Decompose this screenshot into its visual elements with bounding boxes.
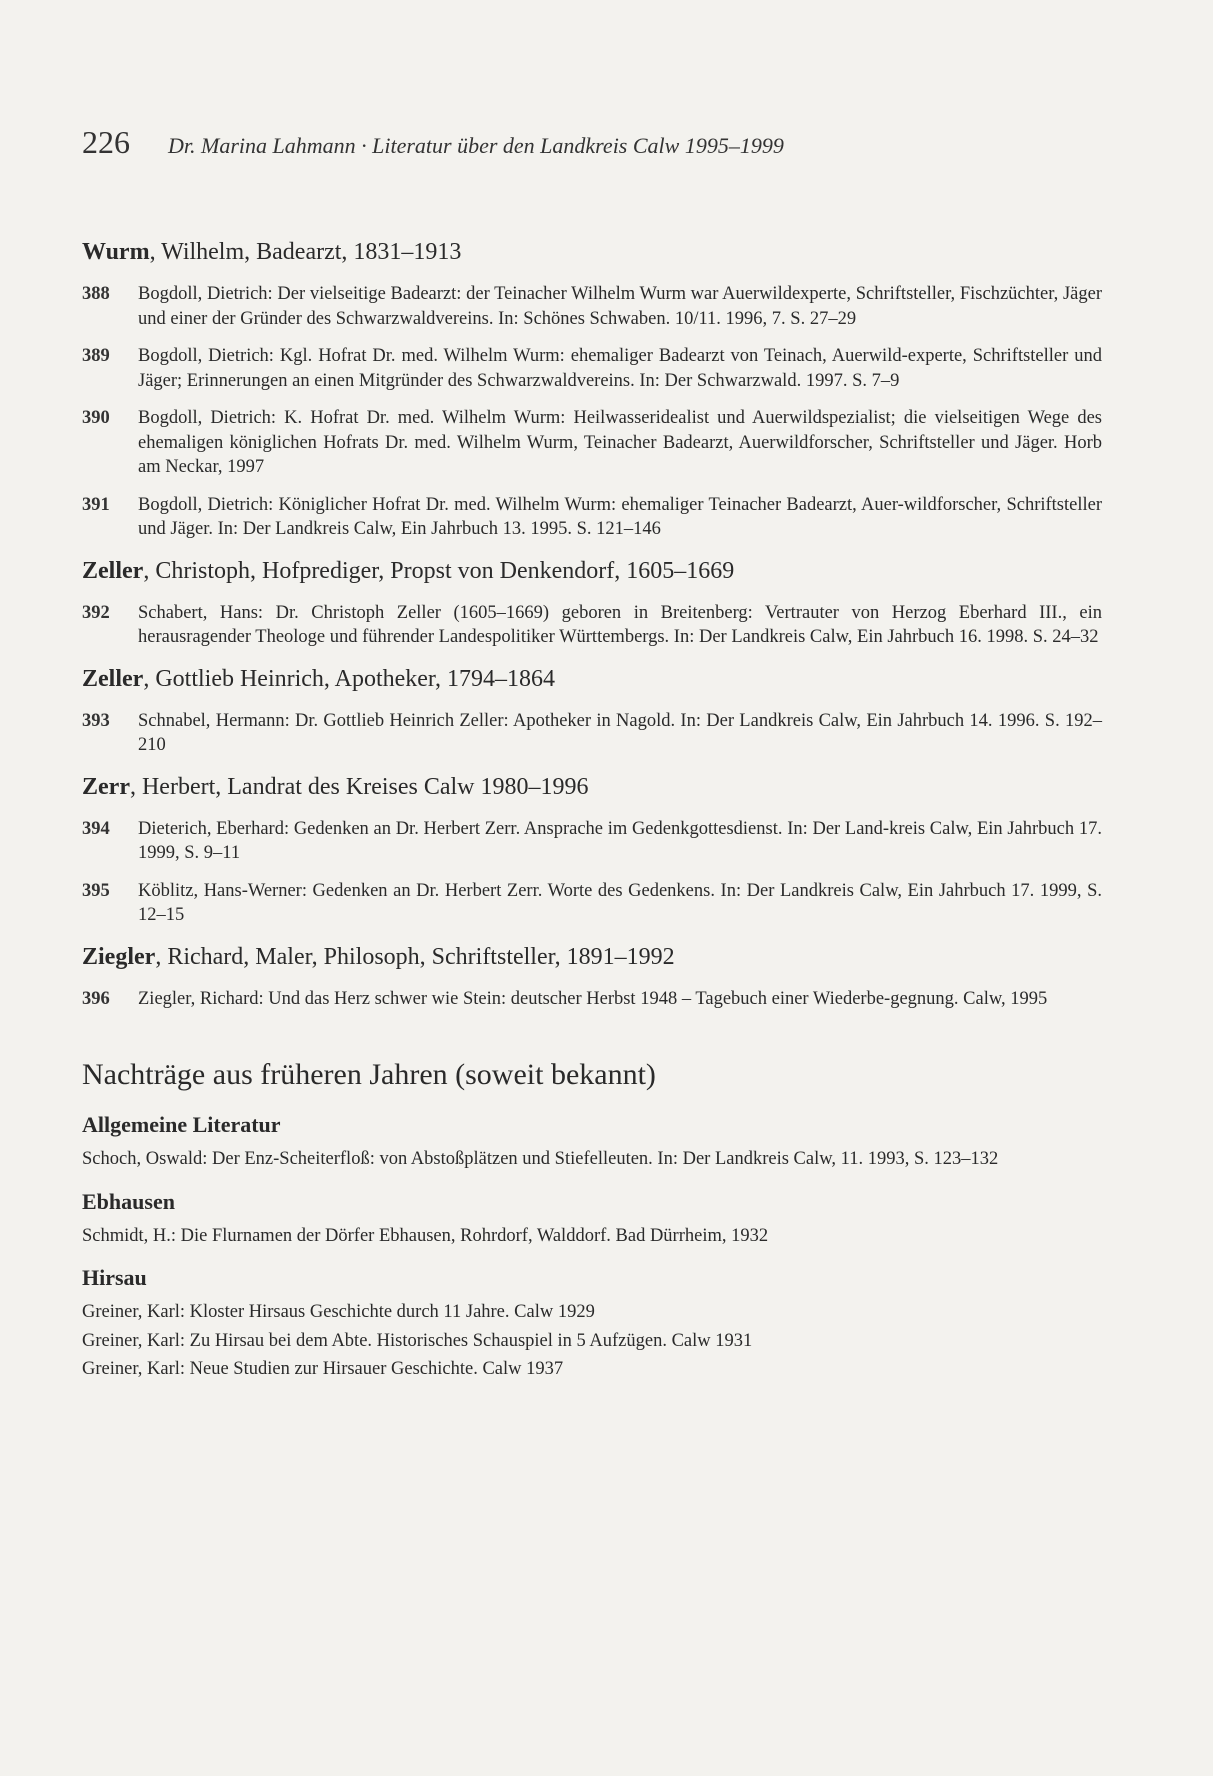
entry-number: 396 bbox=[82, 988, 110, 1009]
entry-text: Bogdoll, Dietrich: Der vielseitige Badearzt: der Teinacher Wilhelm Wurm war Auerwildexperte, Schriftsteller, Fischzüchter, Jäger und einer der Gründer des Schwarzwaldvereins. In: Schönes Schwaben. 10/11. 1996, 7. S. 27–29 bbox=[138, 284, 1102, 329]
entry-text: Köblitz, Hans-Werner: Gedenken an Dr. Herbert Zerr. Worte des Gedenkens. In: Der Landkreis Calw, Ein Jahrbuch 17. 1999, S. 12–15 bbox=[138, 880, 1102, 925]
entry-number: 390 bbox=[82, 408, 110, 428]
entry-text: Schabert, Hans: Dr. Christoph Zeller (1605–1669) geboren in Breitenberg: Vertrauter von Herzog Eberhard III., ein herausragender Theologe und führender Landespolitiker Württembergs. In: Der Landkreis Calw, Ein Jahrbuch 16. 1998. S. 24–32 bbox=[138, 602, 1102, 647]
person-heading bbox=[82, 555, 1102, 587]
nachtrag-subsection bbox=[82, 1111, 1102, 1172]
bibliography-entry bbox=[82, 282, 1102, 331]
entry-text: Dieterich, Eberhard: Gedenken an Dr. Herbert Zerr. Ansprache im Gedenkgottesdienst. In: Der Land-kreis Calw, Ein Jahrbuch 17. 1999, S. 9–11 bbox=[138, 818, 1102, 863]
nachtraege-section bbox=[82, 1057, 1102, 1382]
subsection-heading: Allgemeine Literatur bbox=[82, 1112, 281, 1137]
person-surname: Zerr bbox=[82, 773, 130, 800]
person-heading bbox=[82, 236, 1102, 268]
nachtrag-subsection bbox=[82, 1188, 1102, 1249]
entry-number: 392 bbox=[82, 602, 110, 623]
page-number: 226 bbox=[82, 124, 130, 160]
entry-text: Bogdoll, Dietrich: Königlicher Hofrat Dr. med. Wilhelm Wurm: ehemaliger Teinacher Badearzt, Auer-wildforscher, Schriftsteller und Jäger. In: Der Landkreis Calw, Ein Jahrbuch 13. 1995. S. 121–146 bbox=[138, 494, 1102, 539]
person-group bbox=[82, 555, 1102, 650]
person-details: , Herbert, Landrat des Kreises Calw 1980–1996 bbox=[129, 773, 589, 800]
person-surname: Ziegler bbox=[82, 943, 156, 970]
person-details: , Gottlieb Heinrich, Apotheker, 1794–1864 bbox=[143, 665, 555, 692]
person-details: , Richard, Maler, Philosoph, Schriftsteller, 1891–1992 bbox=[155, 943, 675, 970]
person-details: , Christoph, Hofprediger, Propst von Denkendorf, 1605–1669 bbox=[143, 557, 735, 584]
entry-number: 395 bbox=[82, 880, 110, 901]
entry-text: Bogdoll, Dietrich: K. Hofrat Dr. med. Wilhelm Wurm: Heilwasseridealist und Auerwildspezialist; die vielseitigen Wege des ehemaligen königlichen Hofrats Dr. med. Wilhelm Wurm, Teinacher Badearzt, Auerwildforscher, Schriftsteller und Jäger. Horb am Neckar, 1997 bbox=[138, 408, 1102, 477]
bibliography-entry bbox=[82, 344, 1102, 393]
person-group bbox=[82, 663, 1102, 758]
page-content bbox=[82, 236, 1102, 1386]
bibliography-entry bbox=[82, 406, 1102, 480]
bibliography-entry bbox=[82, 817, 1102, 866]
subsection-heading: Hirsau bbox=[82, 1265, 147, 1290]
nachtrag-entry: Greiner, Karl: Zu Hirsau bei dem Abte. Historisches Schauspiel in 5 Aufzügen. Calw 1931 bbox=[82, 1330, 753, 1351]
entry-text: Ziegler, Richard: Und das Herz schwer wie Stein: deutscher Herbst 1948 – Tagebuch einer Wiederbe-gegnung. Calw, 1995 bbox=[138, 988, 1048, 1009]
entry-number: 394 bbox=[82, 818, 110, 839]
person-surname: Zeller bbox=[82, 665, 144, 692]
nachtrag-entry: Greiner, Karl: Kloster Hirsaus Geschichte durch 11 Jahre. Calw 1929 bbox=[82, 1302, 595, 1322]
nachtrag-entry: Schmidt, H.: Die Flurnamen der Dörfer Ebhausen, Rohrdorf, Walddorf. Bad Dürrheim, 1932 bbox=[82, 1225, 769, 1246]
person-heading bbox=[82, 941, 1102, 973]
nachtrag-entry: Schoch, Oswald: Der Enz-Scheiterfloß: von Abstoßplätzen und Stiefelleuten. In: Der Landkreis Calw, 11. 1993, S. 123–132 bbox=[82, 1149, 999, 1169]
entry-number: 388 bbox=[82, 284, 110, 304]
bibliography-entry bbox=[82, 879, 1102, 928]
person-heading bbox=[82, 663, 1102, 695]
person-details: , Wilhelm, Badearzt, 1831–1913 bbox=[149, 239, 462, 265]
nachtraege-title: Nachträge aus früheren Jahren (soweit bekannt) bbox=[82, 1058, 656, 1091]
bibliography-entry bbox=[82, 493, 1102, 542]
person-heading bbox=[82, 771, 1102, 803]
bibliography-groups bbox=[82, 236, 1102, 1011]
nachtrag-subsection bbox=[82, 1264, 1102, 1382]
person-group bbox=[82, 771, 1102, 928]
entry-number: 389 bbox=[82, 346, 110, 366]
person-surname: Zeller bbox=[82, 557, 144, 584]
nachtrag-entry: Greiner, Karl: Neue Studien zur Hirsauer Geschichte. Calw 1937 bbox=[82, 1359, 564, 1379]
entry-number: 391 bbox=[82, 494, 110, 515]
bibliography-entry bbox=[82, 709, 1102, 758]
entry-text: Bogdoll, Dietrich: Kgl. Hofrat Dr. med. Wilhelm Wurm: ehemaliger Badearzt von Teinach, Auerwild-experte, Schriftsteller und Jäger; Erinnerungen an einen Mitgründer des Schwarzwaldvereins. In: Der Schwarzwald. 1997. S. 7–9 bbox=[138, 346, 1102, 391]
nachtraege-subsections bbox=[82, 1111, 1102, 1382]
subsection-heading: Ebhausen bbox=[82, 1188, 175, 1214]
person-group bbox=[82, 236, 1102, 542]
person-group bbox=[82, 941, 1102, 1012]
running-title: Dr. Marina Lahmann · Literatur über den Landkreis Calw 1995–1999 bbox=[168, 133, 784, 158]
page-header bbox=[82, 124, 784, 161]
person-surname: Wurm bbox=[82, 239, 150, 265]
bibliography-entry bbox=[82, 987, 1102, 1012]
entry-text: Schnabel, Hermann: Dr. Gottlieb Heinrich Zeller: Apotheker in Nagold. In: Der Landkreis Calw, Ein Jahrbuch 14. 1996. S. 192–210 bbox=[138, 710, 1102, 755]
bibliography-entry bbox=[82, 601, 1102, 650]
entry-number: 393 bbox=[82, 710, 110, 731]
